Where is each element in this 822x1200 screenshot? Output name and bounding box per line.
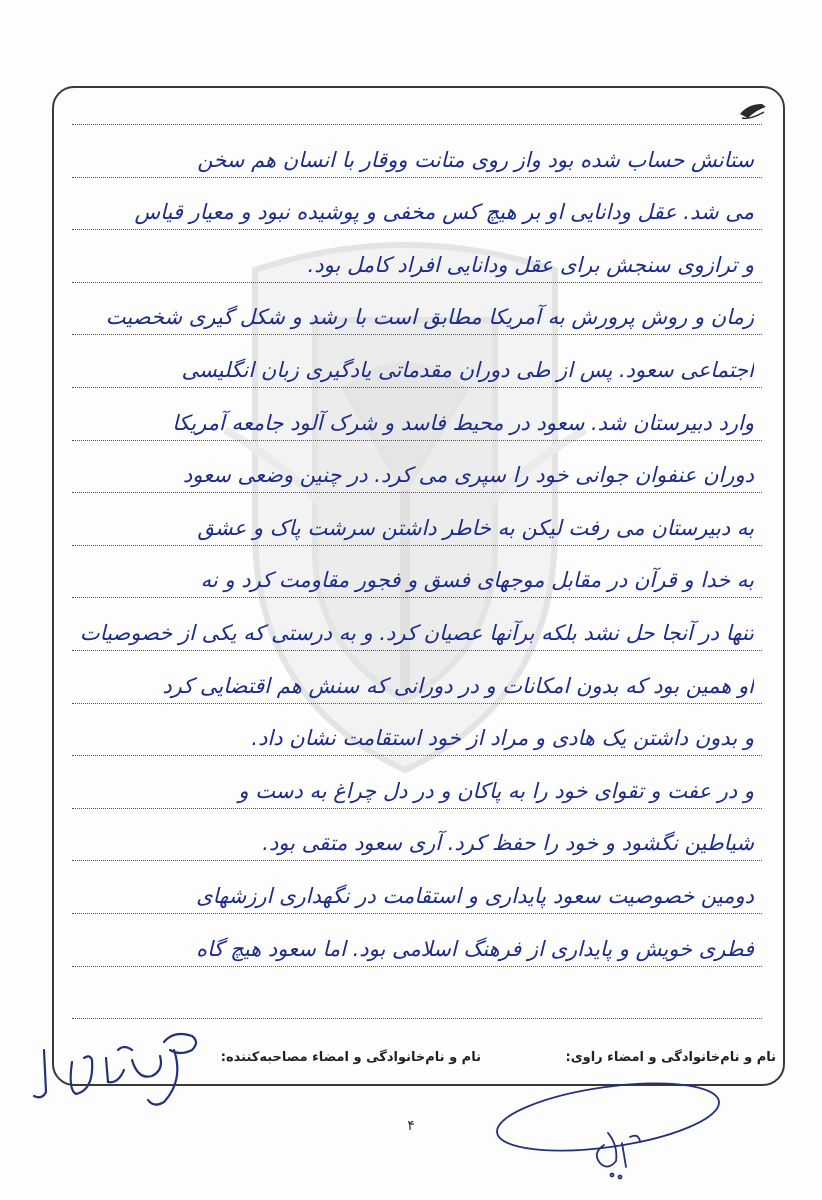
page-number: ۴ <box>407 1118 415 1134</box>
ruled-line <box>72 177 762 178</box>
handwritten-line: او همین بود که بدون امکانات و در دورانی که سنش هم اقتضایی کرد <box>162 674 754 698</box>
ruled-line <box>72 808 762 809</box>
ruled-line <box>72 492 762 493</box>
ruled-line <box>72 1018 762 1019</box>
ruled-line <box>72 860 762 861</box>
handwritten-line: شیاطین نگشود و خود را حفظ کرد. آری سعود متقی بود. <box>262 831 754 855</box>
ruled-line <box>72 966 762 967</box>
handwritten-line: دومین خصوصیت سعود پایداری و استقامت در نگهداری ارزشهای <box>196 884 754 908</box>
ruled-line <box>72 334 762 335</box>
ruled-line <box>72 229 762 230</box>
ruled-line <box>72 282 762 283</box>
handwritten-line: وارد دبیرستان شد. سعود در محیط فاسد و شرک آلود جامعه آمریکا <box>172 411 754 435</box>
ruled-line <box>72 650 762 651</box>
ruled-line <box>72 703 762 704</box>
ruled-line <box>72 597 762 598</box>
handwritten-line: فطری خویش و پایداری از فرهنگ اسلامی بود. اما سعود هیچ گاه <box>196 937 754 961</box>
handwritten-line: به خدا و قرآن در مقابل موجهای فسق و فجور مقاومت کرد و نه <box>200 568 754 592</box>
ruled-line <box>72 913 762 914</box>
pen-icon <box>738 100 768 122</box>
ruled-line <box>72 124 762 125</box>
ruled-line <box>72 755 762 756</box>
handwritten-line: دوران عنفوان جوانی خود را سپری می کرد. در چنین وضعی سعود <box>182 463 754 487</box>
ruled-line <box>72 545 762 546</box>
narrator-signature <box>14 1020 204 1110</box>
handwritten-line: به دبیرستان می رفت لیکن به خاطر داشتن سرشت پاک و عشق <box>197 516 754 540</box>
ruled-line <box>72 440 762 441</box>
handwritten-line: تنها در آنجا حل نشد بلکه برآنها عصیان کرد. و به درستی که یکی از خصوصیات <box>79 621 754 645</box>
handwritten-line: و ترازوی سنجش برای عقل ودانایی افراد کامل بود. <box>307 253 754 277</box>
interviewer-label: نام و نام‌خانوادگی و امضاء مصاحبه‌کننده: <box>220 1050 481 1065</box>
handwritten-line: اجتماعی سعود. پس از طی دوران مقدماتی یادگیری زبان انگلیسی <box>181 358 754 382</box>
narrator-label: نام و نام‌خانوادگی و امضاء راوی: <box>565 1050 776 1065</box>
handwritten-line: ستانش حساب شده بود واز روی متانت ووقار با انسان هم سخن <box>197 148 754 172</box>
handwritten-line: زمان و روش پرورش به آمریکا مطابق است با رشد و شکل گیری شخصیت <box>105 305 754 329</box>
ruled-line <box>72 387 762 388</box>
handwritten-line: می شد. عقل ودانایی او بر هیچ کس مخفی و پوشیده نبود و معیار قیاس <box>134 200 754 224</box>
handwritten-line: و بدون داشتن یک هادی و مراد از خود استقامت نشان داد. <box>251 726 754 750</box>
handwritten-line: و در عفت و تقوای خود را به پاکان و در دل چراغ به دست و <box>238 779 754 803</box>
